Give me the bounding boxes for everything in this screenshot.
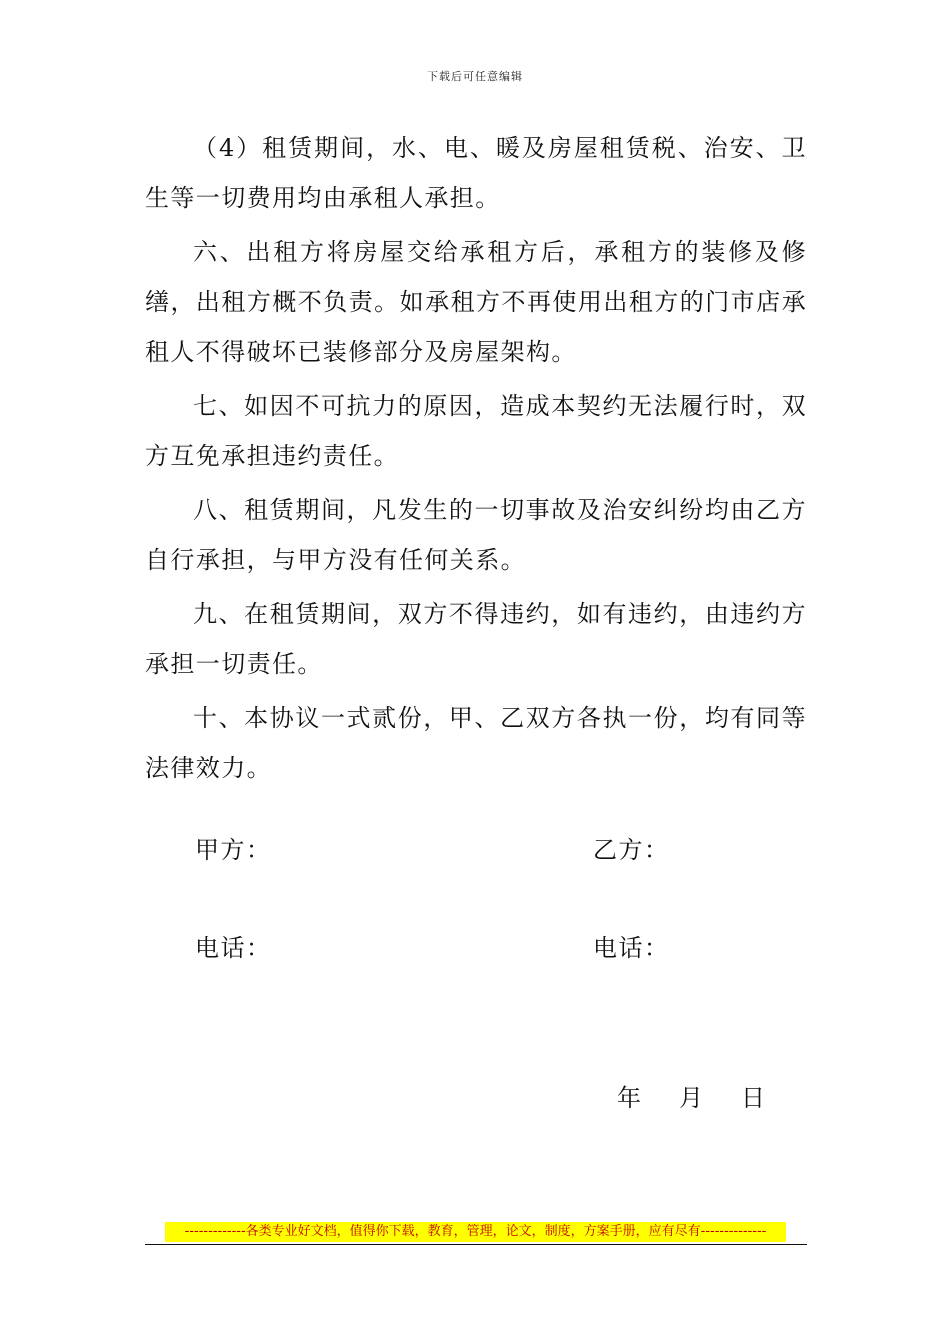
date-day-label: 日 bbox=[741, 1084, 765, 1112]
clause-paragraph: 七、如因不可抗力的原因，造成本契约无法履行时，双方互免承担违约责任。 bbox=[145, 392, 807, 470]
party-b-label: 乙方： bbox=[593, 836, 670, 864]
date-year-label: 年 bbox=[617, 1084, 641, 1112]
clause-paragraph: 六、出租方将房屋交给承租方后，承租方的装修及修缮，出租方概不负责。如承租方不再使用出租方的门市店承租人不得破坏已装修部分及房屋架构。 bbox=[145, 238, 807, 366]
clause-paragraph: 十、本协议一式贰份，甲、乙双方各执一份，均有同等法律效力。 bbox=[145, 704, 807, 782]
date-month-label: 月 bbox=[679, 1084, 703, 1112]
party-a-label: 甲方： bbox=[195, 836, 272, 864]
footer-promo-banner: -------------各类专业好文档，值得你下载，教育，管理，论文，制度，方案手册，应有尽有-------------- bbox=[165, 1222, 786, 1242]
page-header-note: 下载后可任意编辑 bbox=[427, 70, 523, 83]
footer-divider bbox=[145, 1244, 807, 1245]
party-b-phone-label: 电话： bbox=[593, 934, 670, 962]
clause-paragraph: （4）租赁期间，水、电、暖及房屋租赁税、治安、卫生等一切费用均由承租人承担。 bbox=[145, 134, 807, 212]
signing-date bbox=[617, 1078, 803, 1113]
party-a-phone-label: 电话： bbox=[195, 934, 272, 962]
clause-paragraph: 九、在租赁期间，双方不得违约，如有违约，由违约方承担一切责任。 bbox=[145, 600, 807, 678]
clause-paragraph: 八、租赁期间，凡发生的一切事故及治安纠纷均由乙方自行承担，与甲方没有任何关系。 bbox=[145, 496, 807, 574]
contract-body bbox=[145, 123, 807, 797]
